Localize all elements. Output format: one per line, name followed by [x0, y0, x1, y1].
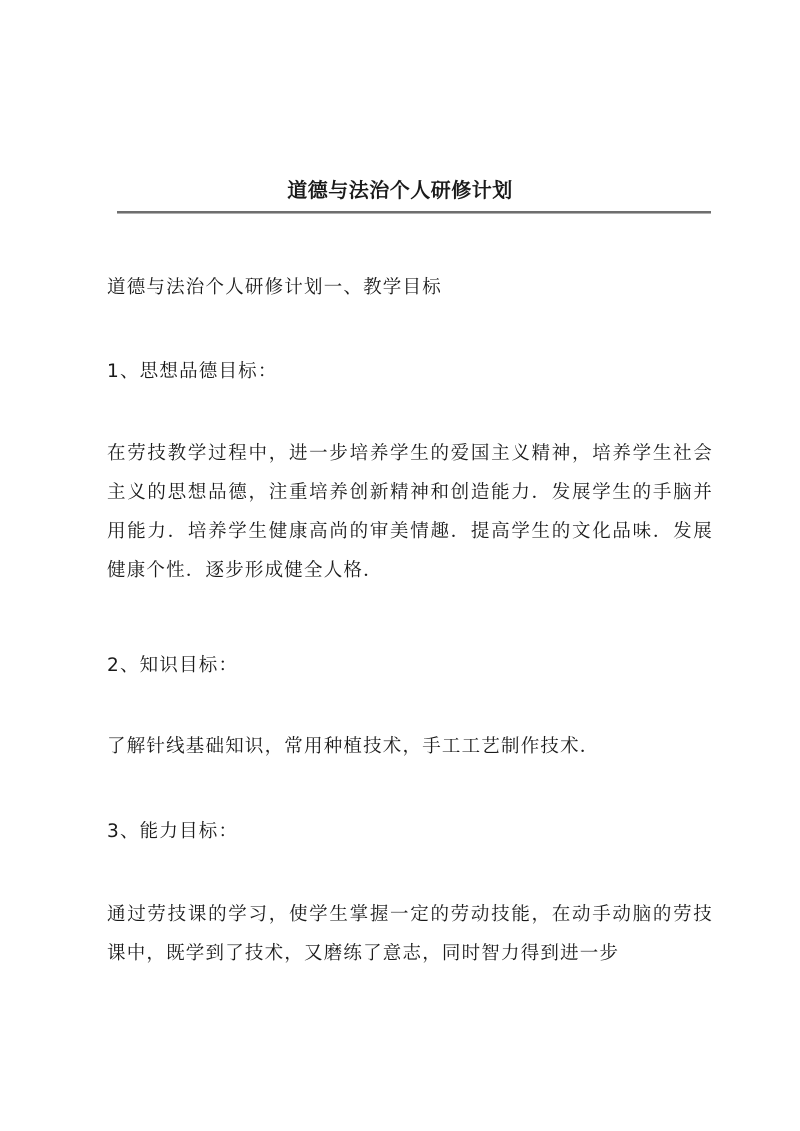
- section-body-knowledge: 了解针线基础知识，常用种植技术，手工工艺制作技术．: [107, 736, 600, 757]
- intro-line: 道德与法治个人研修计划一、教学目标: [107, 277, 442, 298]
- title-divider: [117, 211, 711, 214]
- section-body-ability: 通过劳技课的学习，使学生掌握一定的劳动技能，在动手动脑的劳技课中，既学到了技术，又磨练了意志，同时智力得到进一步: [107, 904, 713, 964]
- page-title: 道德与法治个人研修计划: [287, 178, 513, 203]
- section-heading-knowledge: 2、知识目标：: [107, 655, 239, 676]
- section-heading-ability: 3、能力目标：: [107, 821, 239, 842]
- section-heading-moral: 1、思想品德目标：: [107, 361, 278, 382]
- section-body-moral: 在劳技教学过程中，进一步培养学生的爱国主义精神，培养学生社会主义的思想品德，注重培养创新精神和创造能力．发展学生的手脑并用能力．培养学生健康高尚的审美情趣．提高学生的文化品味．发展健康个性．逐步形成健全人格．: [107, 443, 713, 581]
